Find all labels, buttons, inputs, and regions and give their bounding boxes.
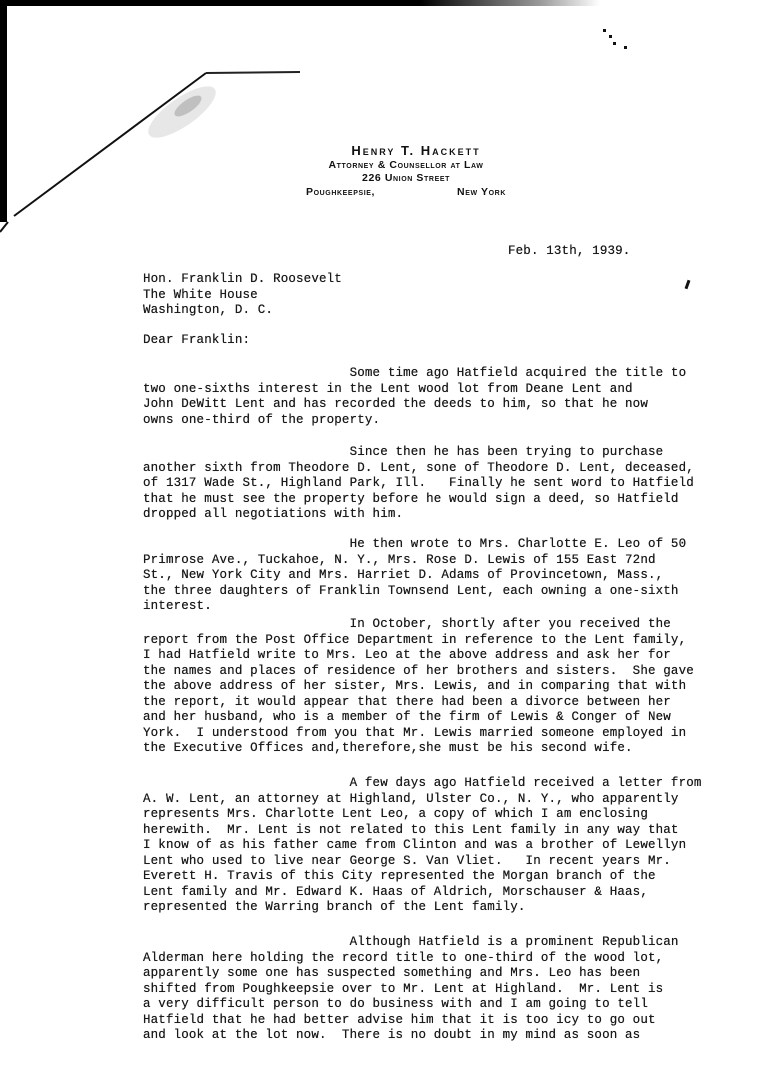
line: I know of as his father came from Clinton and was a brother of Lewellyn — [143, 838, 687, 852]
letterhead — [306, 143, 506, 199]
line: of 1317 Wade St., Highland Park, Ill. Finally he sent word to Hatfield — [143, 476, 694, 490]
paragraph-2 — [143, 445, 694, 523]
line: and her husband, who is a member of the firm of Lewis & Conger of New — [143, 710, 671, 724]
line: A few days ago Hatfield received a letter from — [143, 776, 702, 790]
letterhead-city: Poughkeepsie, — [306, 186, 376, 198]
line: I had Hatfield write to Mrs. Leo at the above address and ask her for — [143, 648, 671, 662]
line: owns one-third of the property. — [143, 412, 381, 427]
line: Alderman here holding the record title to one-third of the wood lot, — [143, 950, 664, 965]
line: Since then he has been trying to purchase — [143, 445, 664, 459]
line: dropped all negotiations with him. — [143, 507, 404, 521]
paragraph-1 — [143, 366, 686, 428]
line: A. W. Lent, an attorney at Highland, Ulster Co., N. Y., who apparently — [143, 791, 679, 806]
line: another sixth from Theodore D. Lent, sone of Theodore D. Lent, deceased, — [143, 460, 694, 475]
line: the names and places of residence of her brothers and sisters. She gave — [143, 663, 694, 678]
ink-mark — [685, 280, 691, 289]
line: report from the Post Office Department in reference to the Lent family, — [143, 632, 687, 647]
recipient-name: Hon. Franklin D. Roosevelt — [143, 272, 342, 286]
recipient-building: The White House — [143, 287, 258, 302]
line: represented the Warring branch of the Lent family. — [143, 900, 526, 914]
line: St., New York City and Mrs. Harriet D. Adams of Provincetown, Mass., — [143, 568, 664, 582]
recipient-city: Washington, D. C. — [143, 303, 274, 317]
paragraph-6 — [143, 935, 679, 1044]
line: the three daughters of Franklin Townsend Lent, each owning a one-sixth — [143, 583, 679, 598]
line: Lent who used to live near George S. Van Vliet. In recent years Mr. — [143, 853, 671, 868]
paragraph-4 — [143, 617, 694, 757]
line: two one-sixths interest in the Lent wood lot from Deane Lent and — [143, 381, 633, 396]
letterhead-title: Attorney & Counsellor at Law — [328, 159, 484, 171]
line: Although Hatfield is a prominent Republican — [143, 935, 679, 949]
line: and look at the lot now. There is no doubt in my mind as soon as — [143, 1028, 641, 1042]
line: a very difficult person to do business with and I am going to tell — [143, 997, 648, 1011]
letterhead-name: Henry T. Hackett — [351, 143, 481, 158]
letterhead-state: New York — [457, 186, 506, 198]
line: shifted from Poughkeepsie over to Mr. Lent at Highland. Mr. Lent is — [143, 981, 664, 996]
line: the report, it would appear that there had been a divorce between her — [143, 694, 671, 709]
paragraph-3 — [143, 537, 686, 615]
line: York. I understood from you that Mr. Lewis married someone employed in — [143, 725, 687, 740]
line: Hatfield that he had better advise him that it is too icy to go out — [143, 1012, 656, 1027]
line: herewith. Mr. Lent is not related to this Lent family in any way that — [143, 822, 679, 837]
letterhead-corner-ornament — [0, 0, 765, 260]
line: that he must see the property before he would sign a deed, so Hatfield — [143, 491, 679, 506]
line: Lent family and Mr. Edward K. Haas of Aldrich, Morschauser & Haas, — [143, 884, 648, 899]
line: represents Mrs. Charlotte Lent Leo, a copy of which I am enclosing — [143, 807, 648, 821]
paragraph-5 — [143, 776, 702, 916]
line: the Executive Offices and,therefore,she must be his second wife. — [143, 741, 633, 755]
line: the above address of her sister, Mrs. Lewis, and in comparing that with — [143, 679, 687, 693]
recipient-address — [143, 272, 342, 319]
letterhead-street: 226 Union Street — [362, 172, 450, 184]
line: In October, shortly after you received the — [143, 617, 671, 631]
line: Primrose Ave., Tuckahoe, N. Y., Mrs. Rose D. Lewis of 155 East 72nd — [143, 552, 656, 567]
line: Some time ago Hatfield acquired the title to — [143, 366, 687, 380]
line: interest. — [143, 599, 212, 613]
letterhead-city-row — [306, 185, 506, 199]
letter-date: Feb. 13th, 1939. — [508, 244, 631, 258]
line: John DeWitt Lent and has recorded the deeds to him, so that he now — [143, 397, 648, 411]
line: apparently some one has suspected something and Mrs. Leo has been — [143, 966, 641, 980]
line: Everett H. Travis of this City represented the Morgan branch of the — [143, 869, 656, 883]
salutation: Dear Franklin: — [143, 333, 251, 347]
line: He then wrote to Mrs. Charlotte E. Leo of 50 — [143, 537, 687, 551]
